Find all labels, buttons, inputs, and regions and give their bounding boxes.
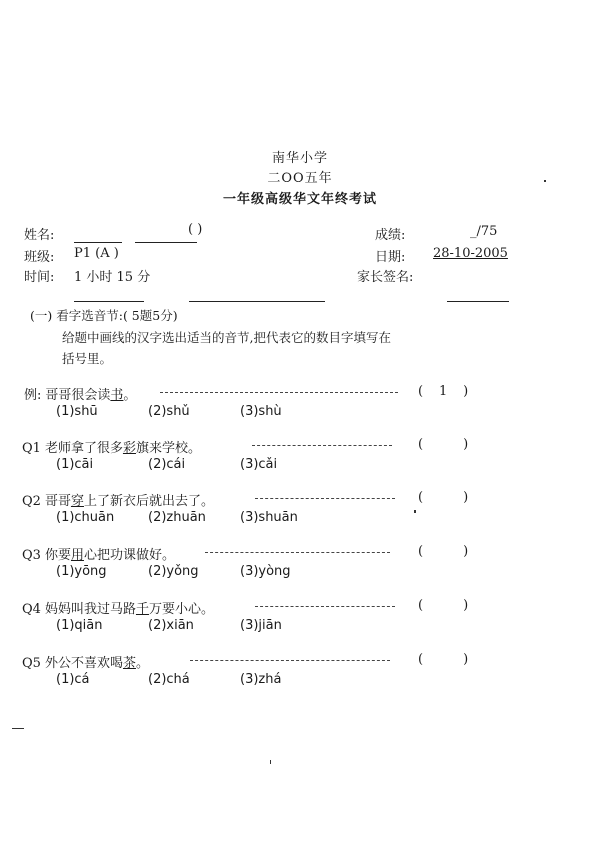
score-value: _/75 [470, 224, 498, 239]
question-label: 例: [24, 388, 42, 403]
question-text-before: 哥哥很会读 [45, 388, 111, 403]
question-label: Q5 [22, 656, 41, 671]
answer-bracket[interactable] [418, 598, 468, 613]
question-text-after: 上了新衣后就出去了。 [83, 494, 214, 509]
answer-value: 1 [438, 384, 448, 399]
pinyin-option-3: (3)jiān [240, 618, 282, 633]
question-label: Q3 [22, 548, 41, 563]
dashed-leader-line [190, 660, 390, 661]
time-underline-seg1 [74, 300, 144, 302]
scan-speck [544, 180, 546, 182]
pinyin-option-3: (3)cǎi [240, 457, 278, 472]
parent-signature-blank [447, 300, 509, 302]
target-character: 彩 [122, 441, 136, 456]
target-character: 用 [70, 548, 84, 563]
question-text-before: 哥哥 [44, 494, 71, 509]
bracket-close: ) [463, 544, 469, 559]
question-label: Q2 [22, 494, 41, 509]
answer-bracket[interactable] [418, 437, 468, 452]
dashed-leader-line [252, 445, 392, 446]
question-row [24, 384, 136, 403]
pinyin-option-2: (2)shǔ [148, 404, 190, 419]
date-label: 日期: [375, 250, 406, 265]
question-row [22, 598, 214, 617]
question-row [22, 544, 175, 563]
bracket-open: ( [418, 384, 424, 399]
parent-signature-label: 家长签名: [357, 270, 414, 285]
bracket-close: ) [463, 490, 469, 505]
pinyin-option-1: (1)chuān [56, 510, 115, 525]
answer-bracket[interactable] [418, 544, 468, 559]
target-character: 茶 [122, 656, 136, 671]
dashed-leader-line [205, 552, 390, 553]
bracket-close: ) [463, 437, 469, 452]
name-blank-1 [74, 228, 122, 243]
class-label: 班级: [24, 250, 55, 265]
score-label: 成绩: [375, 228, 406, 243]
question-text-before: 老师拿了很多 [44, 441, 123, 456]
bracket-open: ( [418, 437, 424, 452]
question-row [22, 652, 149, 671]
time-underline [74, 283, 325, 302]
bracket-open: ( [418, 490, 424, 505]
pinyin-option-3: (3)shuān [240, 510, 298, 525]
exam-title: 一年级高级华文年终考试 [222, 192, 377, 207]
answer-bracket[interactable] [418, 652, 468, 667]
bracket-close: ) [463, 384, 469, 399]
answer-bracket[interactable] [418, 384, 468, 399]
bracket-open: ( [418, 544, 424, 559]
instruction-line-1: 给题中画线的汉字选出适当的音节,把代表它的数目字填写在 [62, 330, 391, 345]
question-label: Q4 [22, 602, 41, 617]
school-name: 南华小学 [271, 151, 328, 166]
pinyin-option-2: (2)yǒng [148, 564, 199, 579]
pinyin-option-1: (1)cá [56, 672, 90, 687]
pinyin-option-1: (1)shū [56, 404, 98, 419]
name-label: 姓名: [24, 228, 55, 243]
instruction-line-2: 括号里。 [62, 351, 113, 366]
question-text-after: 旗来学校。 [135, 441, 201, 456]
pinyin-option-3: (3)shù [240, 404, 282, 419]
date-value: 28-10-2005 [433, 246, 508, 261]
pinyin-option-1: (1)cāi [56, 457, 94, 472]
time-underline-seg2 [189, 300, 325, 302]
pinyin-option-1: (1)qiān [56, 618, 103, 633]
pinyin-option-2: (2)chá [148, 672, 190, 687]
question-text-before: 外公不喜欢喝 [44, 656, 123, 671]
class-value: P1 (A ) [74, 246, 119, 261]
pinyin-option-3: (3)yòng [240, 564, 291, 579]
question-text-after: 心把功课做好。 [83, 548, 175, 563]
question-text-after: 万要小心。 [148, 602, 214, 617]
parent-signature-field[interactable] [447, 283, 509, 302]
time-value: 1 小时 15 分 [74, 270, 151, 285]
bracket-open: ( [418, 598, 424, 613]
scan-speck [414, 510, 416, 513]
question-text-before: 你要 [44, 548, 71, 563]
pinyin-option-1: (1)yōng [56, 564, 107, 579]
dashed-leader-line [255, 606, 395, 607]
section-heading: (一) 看字选音节:( 5题5分) [30, 308, 178, 323]
answer-bracket[interactable] [418, 490, 468, 505]
bracket-open: ( [418, 652, 424, 667]
scan-speck [12, 728, 24, 729]
bracket-close: ) [463, 652, 469, 667]
exam-year: 二OO五年 [267, 171, 333, 186]
name-field[interactable] [74, 224, 197, 243]
question-row [22, 490, 214, 509]
question-label: Q1 [22, 441, 41, 456]
question-text-after: 。 [135, 656, 149, 671]
question-row [22, 437, 201, 456]
pinyin-option-3: (3)zhá [240, 672, 282, 687]
target-character: 书 [110, 388, 124, 403]
question-text-after: 。 [123, 388, 137, 403]
dashed-leader-line [255, 498, 395, 499]
target-character: 穿 [70, 494, 84, 509]
target-character: 千 [135, 602, 149, 617]
scan-speck [270, 760, 271, 764]
question-text-before: 妈妈叫我过马路 [44, 602, 136, 617]
bracket-close: ) [463, 598, 469, 613]
dashed-leader-line [160, 392, 398, 393]
time-label: 时间: [24, 270, 55, 285]
pinyin-option-2: (2)cái [148, 457, 186, 472]
name-paren: ( ) [188, 222, 203, 237]
pinyin-option-2: (2)zhuān [148, 510, 206, 525]
pinyin-option-2: (2)xiān [148, 618, 194, 633]
